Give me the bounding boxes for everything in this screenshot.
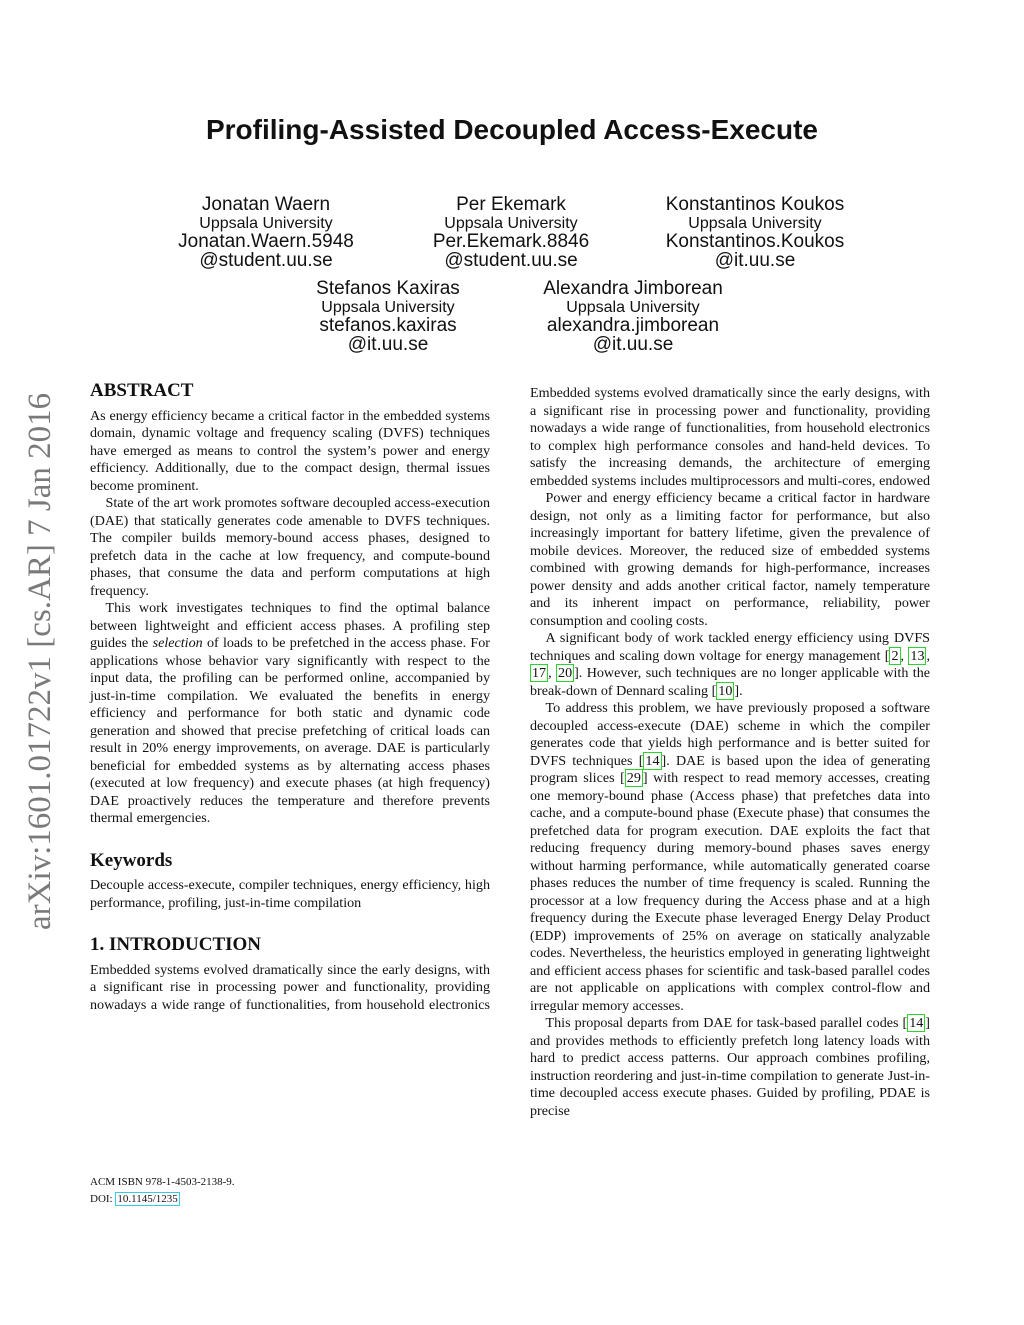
author-email: stefanos.kaxiras [319,315,457,336]
emphasis-text: selection [152,635,203,651]
author-block [635,195,875,270]
author-block [513,279,753,354]
abstract-paragraph: State of the art work promotes software decoupled access-execution (DAE) that statically generates code amenable to DVFS techniques. The compiler builds memory-bound access phases, designed to prefetch data in the cache at low frequency, and compute-bound phases, that consume the data and perform computations at high frequency. [90,495,490,599]
isbn-text: ACM ISBN 978-1-4503-2138-9. [90,1176,235,1188]
intro-text: ]. However, such techniques are no longer applicable with the break-down of Dennard scaling [ [530,665,930,699]
citation-link[interactable]: 29 [626,770,641,786]
citation-link[interactable]: 14 [645,752,660,769]
intro-paragraph: A significant body of work tackled energy efficiency using DVFS techniques and scaling down voltage for energy management [ 2 , 13 , 17 , 20 ]. However, such techniques are no longer applicable with the break-down of Dennard scaling [ 10 ]. [530,630,930,699]
citation-link[interactable]: 2 [891,647,899,664]
author-email: Per.Ekemark.8846 [432,231,590,252]
intro-text: ]. DAE is based upon the idea of generating program slices [ [530,752,930,786]
author-email: alexandra.jimborean [546,315,720,336]
citation-link[interactable]: 13 [910,647,925,664]
paper-title: Profiling-Assisted Decoupled Access-Execute [205,114,819,145]
intro-text: This proposal departs from DAE for task-based parallel codes [ [545,1015,908,1031]
abstract-paragraph [90,600,490,828]
author-block [146,195,386,270]
author-affiliation: Uppsala University [321,299,455,316]
citation-link[interactable]: 17 [532,665,547,681]
author-block [268,279,508,354]
citation-link[interactable]: 14 [909,1015,924,1031]
abstract-heading: ABSTRACT [90,380,194,401]
author-email-domain: @student.uu.se [444,250,578,271]
author-email: Jonatan.Waern.5948 [178,231,354,252]
author-name: Per Ekemark [456,194,566,215]
author-name: Alexandra Jimborean [543,278,723,299]
intro-text: ]. [734,682,743,699]
keywords-heading: Keywords [90,849,173,871]
citation-link[interactable]: 20 [558,665,573,681]
intro-paragraph-continued: Embedded systems evolved dramatically since the early designs, with a significant rise in processing power and functionality, providing nowadays a wide range of functionalities, from household electronics to complex high performance consoles and hand-held devices. To satisfy the increasing demands, the architecture of emerging embedded systems includes multiprocessors and multi-cores, endowed [530,385,930,489]
intro-text: To address this problem, we have previously proposed a software decoupled access-execute (DAE) scheme in which the compiler generates code that yields high performance and is better suited for DVFS techniques [ [530,700,930,769]
abstract-text: This work investigates techniques to find the optimal balance between lightweight and efficient access phases. A profiling step guides the [90,600,490,651]
left-column [90,382,490,1016]
arxiv-stamp: arXiv:1601.01722v1 [cs.AR] 7 Jan 2016 [22,392,58,930]
author-email-domain: @student.uu.se [199,250,333,271]
intro-paragraph [530,700,930,1015]
author-name: Jonatan Waern [201,194,331,215]
keywords-text: Decouple access-execute, compiler techniques, energy efficiency, high performance, profiling, just-in-time compilation [90,877,490,911]
footnote [90,1174,235,1208]
author-affiliation: Uppsala University [688,215,822,232]
right-column [530,385,930,1197]
author-email-domain: @it.uu.se [592,334,674,355]
author-email: Konstantinos.Koukos [665,231,845,252]
abstract-paragraph: As energy efficiency became a critical factor in the embedded systems domain, dynamic voltage and frequency scaling (DVFS) techniques have emerged as means to control the system’s power and energy efficiency. Additionally, due to the compact design, thermal issues become prominent. [90,407,490,494]
intro-paragraph: Embedded systems evolved dramatically since the early designs, with a significant rise in processing power and functionality, providing nowadays a wide range of functionalities, from household electronics [90,961,490,1013]
author-block [391,195,631,270]
author-affiliation: Uppsala University [566,299,700,316]
author-affiliation: Uppsala University [199,215,333,232]
author-email-domain: @it.uu.se [714,250,796,271]
doi-label: DOI: [90,1193,116,1205]
introduction-heading: 1. INTRODUCTION [90,934,262,955]
intro-text: A significant body of work tackled energy efficiency using DVFS techniques and scaling down voltage for energy management [ [530,630,930,664]
author-name: Stefanos Kaxiras [316,278,460,299]
doi-link[interactable]: 10.1145/1235 [117,1193,178,1205]
author-affiliation: Uppsala University [444,215,578,232]
author-email-domain: @it.uu.se [347,334,429,355]
doi-line [90,1191,235,1208]
citation-link[interactable]: 10 [718,682,733,699]
author-name: Konstantinos Koukos [665,194,845,215]
intro-paragraph: Power and energy efficiency became a critical factor in hardware design, not only as a limiting factor for performance, but also increasingly important for battery lifetime, given the prevalence of mobile devices. Moreover, the reduced size of embedded systems combined with growing demands for high-performance, increases power density and adds another critical factor, namely temperature and its inherent impact on performance, reliability, power consumption and cooling costs. [530,490,930,629]
intro-text: ] with respect to read memory accesses, creating one memory-bound phase (Access phase) that prefetches data into cache, and a compute-bound phase (Execute phase) that consumes the prefetched data for program execution. DAE exploits the fact that reducing frequency during memory-bound phases saves energy without harming performance, while automatically generated coarse phases reduces the number of time frequency is scaled. Running the processor at a low frequency during the Access phase and at a high frequency during the Execute phase leveraged Energy Delay Product (EDP) improvements of 25% on average on statically analyzable codes. Nevertheless, the heuristics employed in generating lightweight and efficient access phases for scientific and task-based parallel codes are not applicable on applications with complex control-flow and irregular memory accesses. [530,770,930,1014]
intro-paragraph [530,1015,930,1120]
abstract-text: of loads to be prefetched in the access phase. For applications whose behavior vary significantly with respect to the input data, the profiling can be performed online, accompanied by just-in-time compilation. We evaluated the benefits in energy efficiency and performance for both static and dynamic code generation and showed that precise prefetching of critical loads can result in 20% energy improvements, on average. DAE is particularly beneficial for embedded systems as by alternating access phases (executed at low frequency) and execute phases (at high frequency) DAE proactively reduces the temperature and therefore prevents thermal emergencies. [90,635,491,826]
intro-text: ] and provides methods to efficiently prefetch long latency loads with hard to predict access patterns. Our approach combines profiling, instruction reordering and just-in-time compilation to generate Just-in-time decoupled access execute phases. Guided by profiling, PDAE is precise [530,1015,930,1119]
